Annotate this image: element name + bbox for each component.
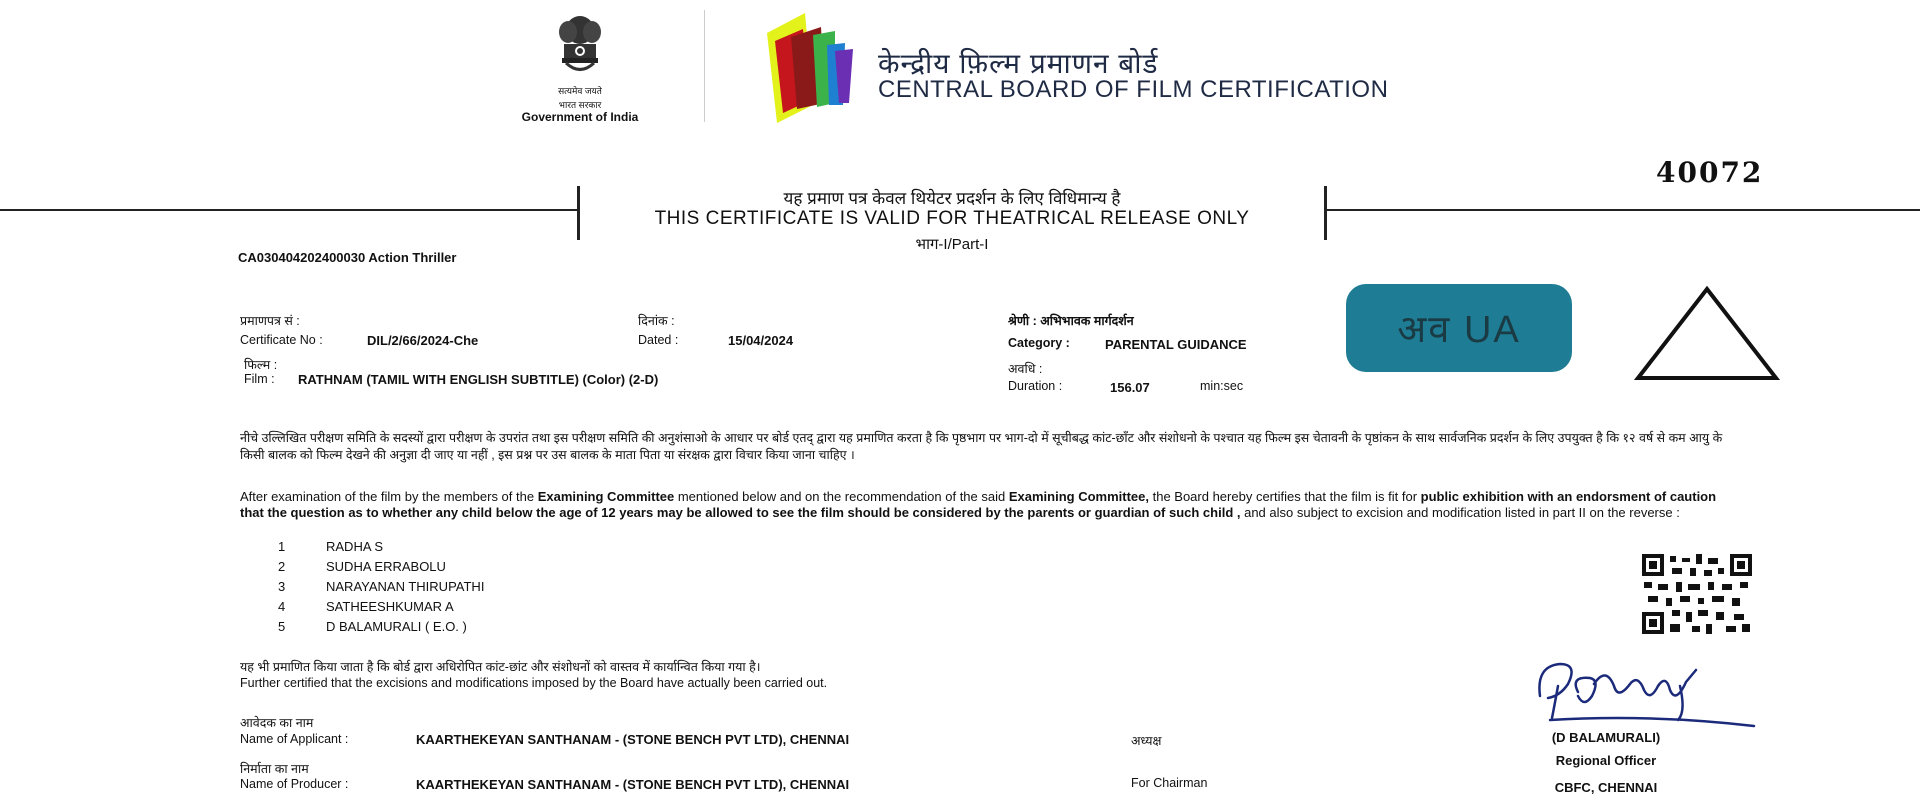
gov-english: Government of India (521, 110, 639, 124)
en-part-1: After examination of the film by the members of the (240, 489, 538, 504)
qr-code-icon (1642, 554, 1752, 634)
rating-badge-text: अव UA (1397, 309, 1521, 351)
film-value: RATHNAM (TAMIL WITH ENGLISH SUBTITLE) (Color) (2-D) (298, 372, 659, 387)
en-part-5: the Board hereby certifies that the film is fit for (1148, 489, 1421, 504)
signatory-name: (D BALAMURALI) (1551, 730, 1661, 745)
en-part-3: mentioned below and on the recommendation of the said (674, 489, 1009, 504)
lion-capital-icon (540, 8, 620, 88)
english-certification-text (240, 489, 1735, 521)
date-label: Dated : (638, 333, 679, 347)
cert-no-value: DIL/2/66/2024-Che (367, 333, 479, 348)
en-part-4: Examining Committee, (1008, 489, 1149, 504)
applicant-hindi: आवेदक का नाम (240, 716, 314, 730)
chairman-hindi: अध्यक्ष (1131, 734, 1162, 748)
gov-hindi: भारत सरकार (558, 100, 602, 110)
category-value: PARENTAL GUIDANCE (1105, 337, 1247, 352)
applicant-label: Name of Applicant : (240, 732, 349, 746)
qr-code (1642, 554, 1752, 634)
duration-unit: min:sec (1200, 379, 1244, 393)
film-label: Film : (244, 372, 275, 386)
producer-label: Name of Producer : (240, 777, 349, 791)
cert-no-hindi: प्रमाणपत्र सं : (240, 314, 300, 328)
list-item: 5 D BALAMURALI ( E.O. ) (278, 619, 467, 634)
date-hindi: दिनांक : (638, 314, 675, 328)
category-label: Category : (1008, 336, 1070, 350)
list-item: 3 NARAYANAN THIRUPATHI (278, 579, 485, 594)
category-hindi: श्रेणी : अभिभावक मार्गदर्शन (1008, 314, 1134, 328)
signature (1530, 656, 1770, 730)
signature-icon (1530, 656, 1770, 730)
triangle-icon (1632, 284, 1782, 384)
en-part-6: public exhibition with an endorsment of caution that the question as to whether any child below the age of 12 years may be allowed to see the film should be considered by the parents or guardian of such child , (240, 489, 1717, 520)
duration-label: Duration : (1008, 379, 1063, 393)
right-rule-cap (1324, 186, 1327, 240)
member-list (278, 538, 484, 638)
emblem-motto: सत्यमेव जयते (558, 86, 602, 96)
list-item: 4 SATHEESHKUMAR A (278, 599, 454, 614)
header-divider (704, 10, 705, 122)
cbfc-logo (755, 5, 865, 125)
left-rule (0, 209, 578, 211)
signatory-office: CBFC, CHENNAI (1554, 780, 1658, 795)
board-name-hindi: केन्द्रीय फ़िल्म प्रमाणन बोर्ड (878, 48, 1159, 79)
duration-value: 156.07 (1110, 380, 1150, 395)
reference-code: CA030404202400030 Action Thriller (238, 250, 457, 265)
cert-no-label: Certificate No : (240, 333, 323, 347)
list-item: 1 RADHA S (278, 539, 384, 554)
signatory-title: Regional Officer (1555, 753, 1657, 768)
rating-badge (1346, 284, 1572, 372)
further-english: Further certified that the excisions and modifications imposed by the Board have actually been carried out. (240, 676, 828, 690)
hindi-certification-text: नीचे उल्लिखित परीक्षण समिति के सदस्यों द्वारा परीक्षण के उपरांत तथा इस परीक्षण समिति की अनुशंसाओ के आधार पर बोर्ड एतद् द्वारा यह प्रमाणित करता है कि पृष्ठभाग पर भाग-दो में सूचीबद्ध कांट-छाँट और संशोधनो के पश्चात यह फिल्म इस चेतावनी के पृष्ठांकन के साथ सार्वजनिक प्रदर्शन के लिए उपयुक्त है कि १२ वर्ष से कम आयु के किसी बालक को फिल्म देखने की अनुज्ञा दी जाए या नहीं , इस प्रश्न पर उस बालक के माता पिता या संरक्षक द्वारा विचार किया जाना चाहिए । (240, 431, 1723, 462)
validity-hindi: यह प्रमाण पत्र केवल थियेटर प्रदर्शन के लिए विधिमान्य है (783, 189, 1121, 208)
chairman-english: For Chairman (1131, 776, 1208, 790)
further-hindi: यह भी प्रमाणित किया जाता है कि बोर्ड द्वारा अधिरोपित कांट-छांट और संशोधनों को वास्तव में कार्यान्वित किया गया है। (240, 660, 761, 674)
en-part-7: and also subject to excision and modification listed in part II on the reverse : (1240, 505, 1680, 520)
list-item: 2 SUDHA ERRABOLU (278, 559, 446, 574)
film-hindi: फिल्म : (244, 358, 278, 372)
applicant-value: KAARTHEKEYAN SANTHANAM - (STONE BENCH PVT LTD), CHENNAI (416, 732, 850, 747)
duration-hindi: अवधि : (1008, 362, 1043, 376)
government-emblem (540, 8, 620, 88)
cbfc-logo-icon (755, 5, 865, 125)
part-label: भाग-I/Part-I (915, 236, 989, 253)
date-value: 15/04/2024 (728, 333, 794, 348)
triangle-symbol (1632, 284, 1782, 384)
right-rule (1326, 209, 1920, 211)
producer-value: KAARTHEKEYAN SANTHANAM - (STONE BENCH PVT LTD), CHENNAI (416, 777, 850, 792)
producer-hindi: निर्माता का नाम (240, 762, 309, 776)
validity-english: THIS CERTIFICATE IS VALID FOR THEATRICAL RELEASE ONLY (654, 208, 1250, 229)
serial-number: 40072 (1656, 156, 1764, 189)
en-part-2: Examining Committee (537, 489, 675, 504)
board-name-english: CENTRAL BOARD OF FILM CERTIFICATION (878, 76, 1389, 103)
